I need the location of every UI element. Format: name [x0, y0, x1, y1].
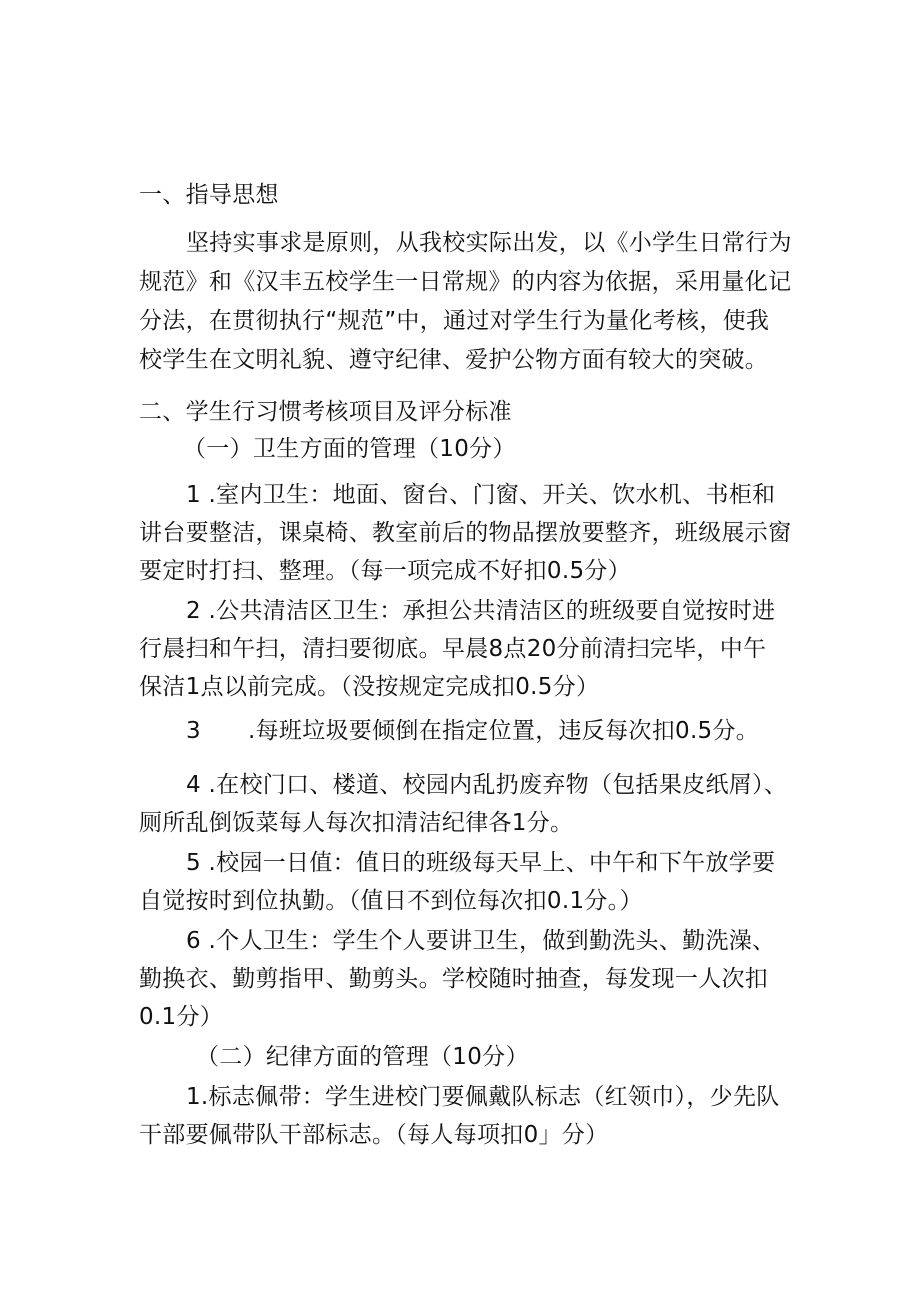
list-item-line: 厕所乱倒饭菜每人每次扣清洁纪律各1分。 — [139, 810, 574, 836]
list-item-line: 要定时打扫、整理。（每一项完成不好扣0.5分） — [139, 558, 631, 584]
section-discipline-title: （二）纪律方面的管理（10分） — [196, 1044, 529, 1070]
list-item-number: 3 — [186, 718, 201, 744]
list-item-line: 行晨扫和午扫，清扫要彻底。早晨8点20分前清扫完毕，中午 — [139, 636, 767, 662]
paragraph-line: 规范》和《汉丰五校学生一日常规》的内容为依据，采用量化记 — [139, 269, 792, 295]
section-hygiene-title: （一）卫生方面的管理（10分） — [183, 436, 516, 462]
list-item-line: 保洁1点以前完成。（没按规定完成扣0.5分） — [139, 674, 600, 700]
list-item-line: 4 .在校门口、楼道、校园内乱扔废弃物（包括果皮纸屑）、 — [186, 772, 788, 798]
list-item-line: 讲台要整洁，课桌椅、教室前后的物品摆放要整齐，班级展示窗 — [139, 520, 792, 546]
heading-assessment-items: 二、学生行习惯考核项目及评分标准 — [139, 399, 512, 425]
paragraph-line: 校学生在文明礼貌、遵守纪律、爱护公物方面有较大的突破。 — [139, 347, 769, 373]
list-item-line: 干部要佩带队干部标志。（每人每项扣0」分） — [139, 1122, 609, 1148]
list-item-line: 2 .公共清洁区卫生：承担公共清洁区的班级要自觉按时进 — [186, 598, 776, 624]
heading-guiding-ideology: 一、指导思想 — [139, 182, 279, 208]
list-item-line: 1 .室内卫生：地面、窗台、门窗、开关、饮水机、书柜和 — [186, 482, 776, 508]
list-item-line: 自觉按时到位执勤。（值日不到位每次扣0.1分。） — [139, 888, 643, 914]
paragraph-line: 分法，在贯彻执行“规范”中，通过对学生行为量化考核，使我 — [139, 308, 770, 334]
list-item-line: 1.标志佩带：学生进校门要佩戴队标志（红领巾），少先队 — [186, 1084, 780, 1110]
list-item-line: 5 .校园一日值：值日的班级每天早上、中午和下午放学要 — [186, 850, 776, 876]
paragraph-line: 坚持实事求是原则，从我校实际出发，以《小学生日常行为 — [186, 230, 792, 256]
list-item-line: .每班垃圾要倾倒在指定位置，违反每次扣0.5分。 — [248, 718, 760, 744]
list-item-line: 6 .个人卫生：学生个人要讲卫生，做到勤洗头、勤洗澡、 — [186, 928, 776, 954]
list-item-line: 0.1分） — [139, 1004, 224, 1030]
list-item-line: 勤换衣、勤剪指甲、勤剪头。学校随时抽查，每发现一人次扣 — [139, 966, 769, 992]
